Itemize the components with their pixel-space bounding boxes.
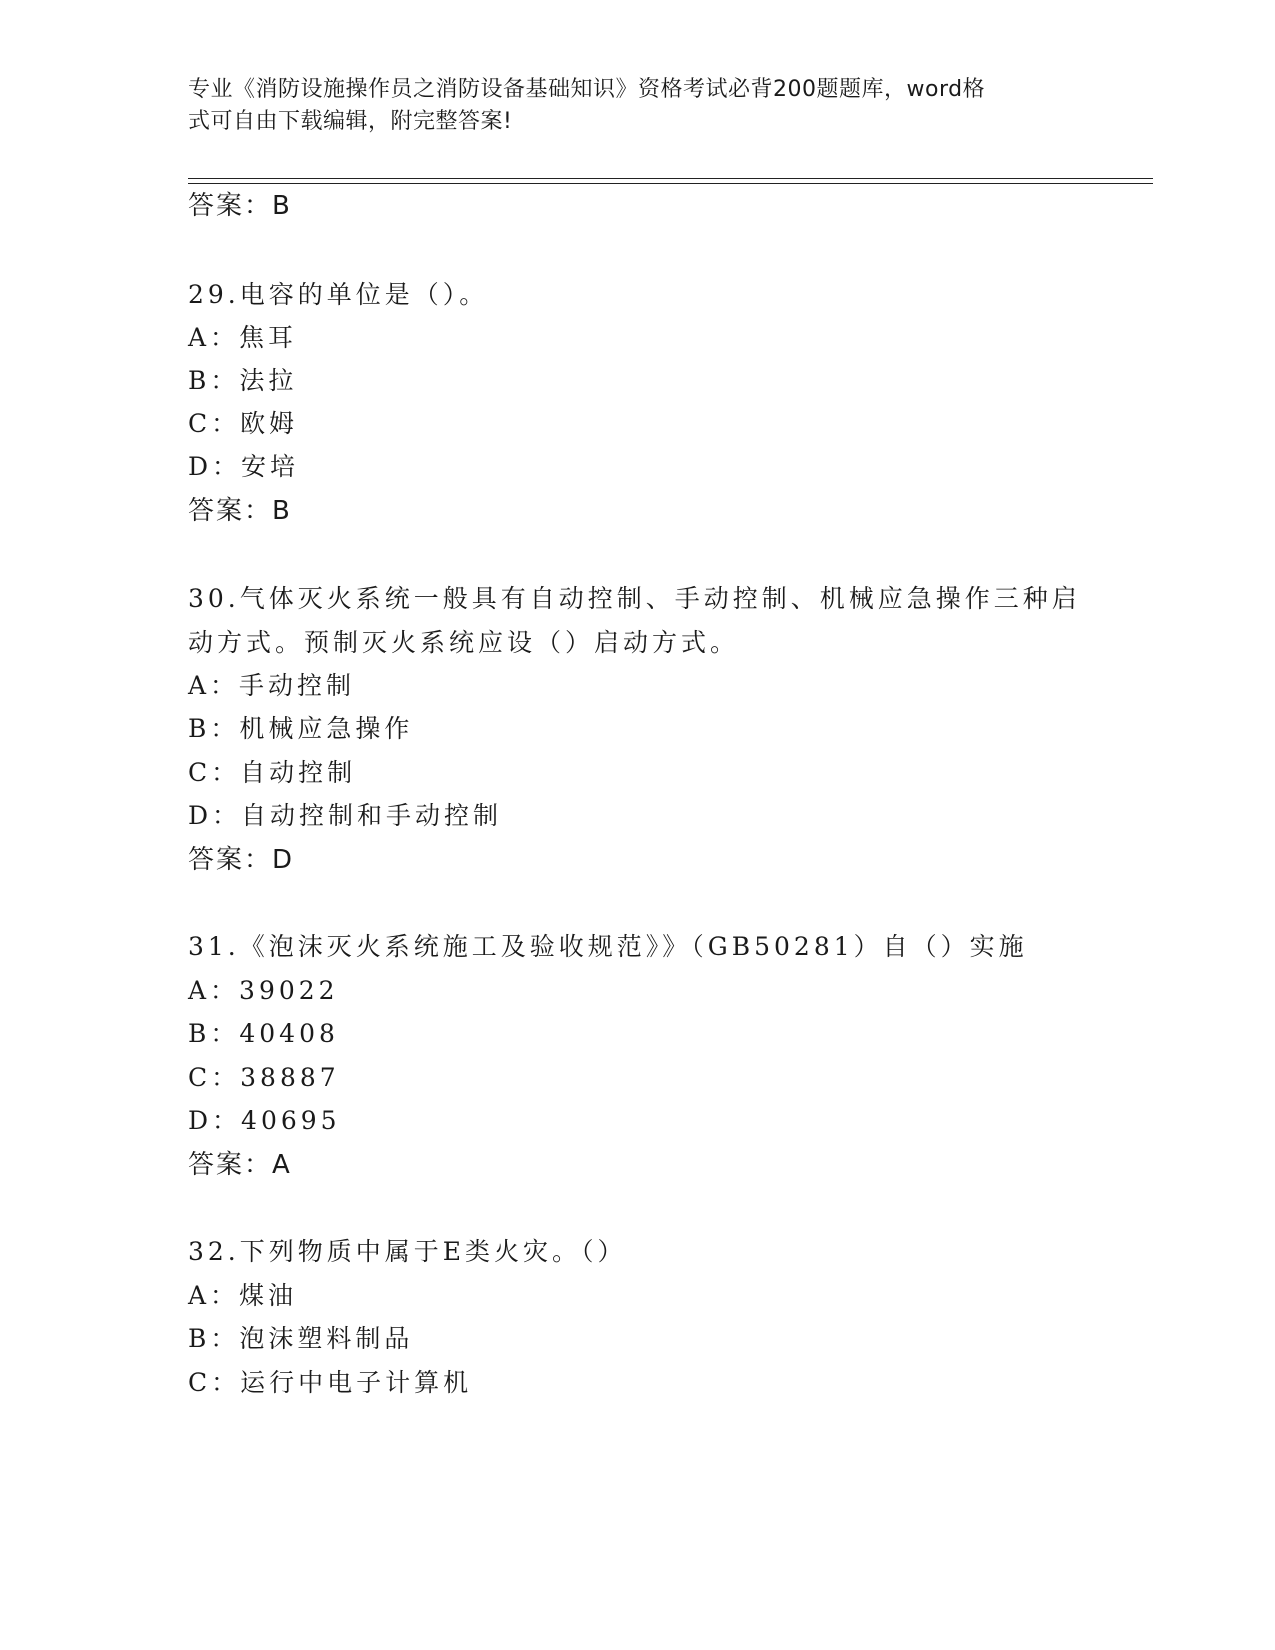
header-divider: [188, 178, 1153, 179]
question-32-text: [188, 1236, 627, 1268]
question-29-option-a: A：焦耳: [188, 323, 298, 352]
question-29-option-c: C：欧姆: [188, 409, 299, 438]
question-30-answer: [188, 844, 294, 876]
answer-value: A: [272, 1150, 292, 1180]
question-31-option-a: A：39022: [188, 976, 339, 1005]
question-32-option-b: B：泡沫塑料制品: [188, 1324, 414, 1353]
answer-label: 答案：: [188, 496, 273, 526]
question-31-answer: [188, 1149, 292, 1181]
question-number: 30.: [188, 584, 240, 613]
question-31-option-b: B：40408: [188, 1019, 339, 1048]
answer-label: 答案：: [188, 191, 273, 221]
header-line-1: 专业《消防设施操作员之消防设备基础知识》资格考试必背200题题库，word格: [188, 77, 986, 102]
question-29-text: [188, 279, 488, 311]
question-30-text-cont: 动方式。预制灭火系统应设（）启动方式。: [188, 628, 740, 657]
question-number: 32.: [188, 1237, 240, 1266]
question-stem: 电容的单位是（）。: [239, 280, 489, 309]
question-number: 31.: [188, 932, 240, 961]
question-stem: 气体灭火系统一般具有自动控制、手动控制、机械应急操作三种启: [239, 584, 1081, 613]
answer-label: 答案：: [188, 1150, 273, 1180]
header-line-2: 式可自由下载编辑，附完整答案!: [188, 109, 513, 134]
question-29-option-b: B：法拉: [188, 366, 298, 395]
answer-value: B: [272, 191, 292, 221]
question-30-option-c: C：自动控制: [188, 758, 357, 787]
question-32-option-c: C：运行中电子计算机: [188, 1368, 473, 1397]
question-31-option-c: C：38887: [188, 1063, 340, 1092]
question-29-answer: [188, 495, 292, 527]
question-stem: 《泡沫灭火系统施工及验收规范》》（GB50281）自（）实施: [239, 932, 1028, 961]
answer-label: 答案：: [188, 845, 273, 875]
question-stem: 下列物质中属于E类火灾。（）: [239, 1237, 627, 1266]
question-30-option-b: B：机械应急操作: [188, 714, 414, 743]
question-30-option-d: D：自动控制和手动控制: [188, 801, 503, 830]
question-31-text: [188, 931, 1028, 963]
previous-answer: [188, 190, 292, 222]
document-header: [188, 74, 1068, 138]
question-30-option-a: A：手动控制: [188, 671, 356, 700]
question-32-option-a: A：煤油: [188, 1281, 298, 1310]
header-divider-double: [188, 183, 1153, 184]
question-29-option-d: D：安培: [188, 452, 300, 481]
question-number: 29.: [188, 280, 240, 309]
answer-value: D: [272, 845, 295, 875]
question-30-text: [188, 583, 1081, 615]
question-31-option-d: D：40695: [188, 1106, 341, 1135]
answer-value: B: [272, 496, 292, 526]
